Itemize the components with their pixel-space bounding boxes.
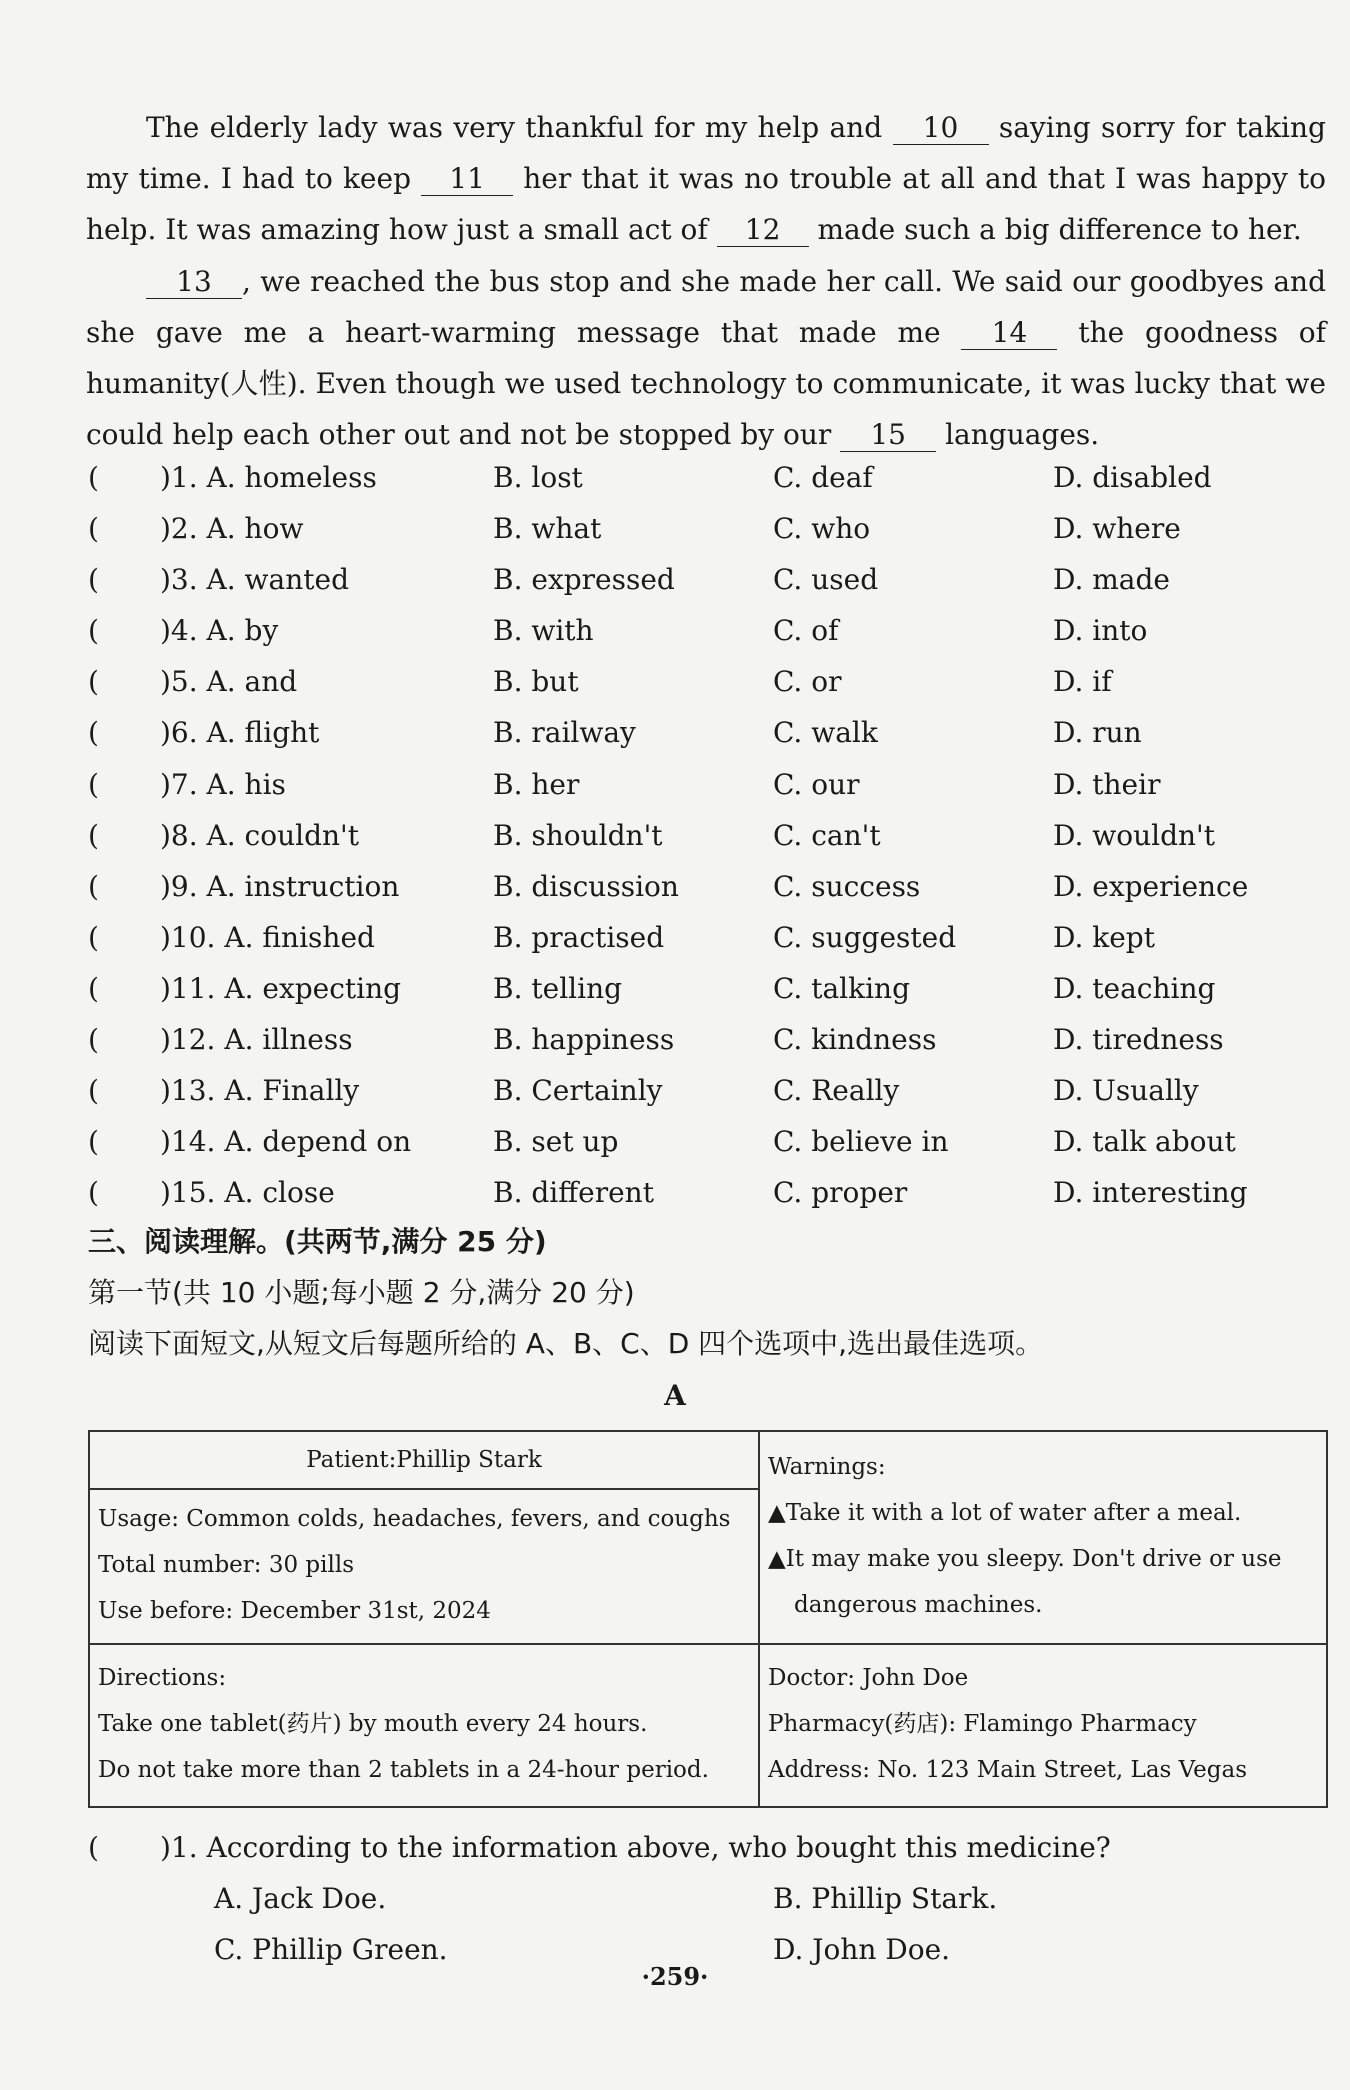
option-c: C. used xyxy=(773,563,879,597)
doctor-text: Doctor: John Doe xyxy=(768,1665,969,1691)
cloze-option-row xyxy=(88,810,1328,861)
option-d: D. run xyxy=(1053,716,1142,750)
passage-label: A xyxy=(664,1379,686,1412)
passage-text: The elderly lady was very thankful for my help and xyxy=(146,111,883,144)
option-a: )15. A. close xyxy=(160,1176,335,1210)
option-d: D. their xyxy=(1053,767,1161,801)
option-d: D. teaching xyxy=(1053,971,1216,1005)
cloze-option-row xyxy=(88,1167,1328,1218)
option-b: B. her xyxy=(493,767,580,801)
option-a: )4. A. by xyxy=(160,614,279,648)
answer-paren[interactable]: ( xyxy=(88,971,99,1005)
option-a: )11. A. expecting xyxy=(160,971,402,1005)
answer-paren[interactable]: ( xyxy=(88,1023,99,1057)
cloze-option-row xyxy=(88,554,1328,605)
option-d: D. disabled xyxy=(1053,461,1212,494)
answer-paren[interactable]: ( xyxy=(88,614,99,648)
warnings-title: Warnings: xyxy=(768,1454,886,1480)
cloze-option-row xyxy=(88,452,1328,503)
cloze-option-row xyxy=(88,912,1328,963)
question-1-option-b: B. Phillip Stark. xyxy=(773,1882,998,1915)
option-d: D. into xyxy=(1053,614,1148,648)
answer-paren[interactable]: ( xyxy=(88,818,99,852)
question-1-option-a: A. Jack Doe. xyxy=(214,1882,387,1915)
answer-paren[interactable]: ( xyxy=(88,461,99,494)
cloze-option-row xyxy=(88,861,1328,912)
pharmacy-text: Pharmacy(药店): Flamingo Pharmacy xyxy=(768,1711,1197,1737)
option-b: B. lost xyxy=(493,461,583,494)
cloze-option-row xyxy=(88,1014,1328,1065)
section-heading: 三、阅读理解。(共两节,满分 25 分) xyxy=(88,1225,547,1258)
pharmacy-cell xyxy=(759,1644,1327,1807)
blank-10: 10 xyxy=(893,112,989,145)
option-b: B. railway xyxy=(493,716,636,750)
blank-15: 15 xyxy=(840,419,936,452)
passage-text: languages. xyxy=(945,418,1100,451)
medicine-label-table xyxy=(88,1430,1328,1808)
cloze-option-row xyxy=(88,759,1328,810)
option-b: B. practised xyxy=(493,920,665,954)
passage-text: , we reached the bus stop and she made her call. We said our goodbyes and she gave me a heart-warming message that made me xyxy=(86,265,1326,349)
option-c: C. of xyxy=(773,614,839,648)
option-a: )14. A. depend on xyxy=(160,1125,412,1159)
option-c: C. who xyxy=(773,512,871,546)
option-a: )5. A. and xyxy=(160,665,298,699)
option-c: C. talking xyxy=(773,971,911,1005)
use-before-text: Use before: December 31st, 2024 xyxy=(98,1598,491,1624)
option-d: D. tiredness xyxy=(1053,1023,1224,1057)
option-d: D. wouldn't xyxy=(1053,818,1215,852)
option-c: C. success xyxy=(773,869,921,903)
option-a: )10. A. finished xyxy=(160,920,375,954)
question-1-option-d: D. John Doe. xyxy=(773,1933,951,1966)
cloze-option-row xyxy=(88,1116,1328,1167)
answer-paren[interactable]: ( xyxy=(88,1176,99,1210)
option-a: )8. A. couldn't xyxy=(160,818,359,852)
warning-item: ▲Take it with a lot of water after a meal. xyxy=(768,1500,1242,1526)
option-a: )9. A. instruction xyxy=(160,869,400,903)
answer-paren[interactable]: ( xyxy=(88,716,99,750)
option-d: D. kept xyxy=(1053,920,1155,954)
option-c: C. believe in xyxy=(773,1125,949,1159)
warning-item-cont: dangerous machines. xyxy=(794,1592,1043,1618)
warnings-cell xyxy=(759,1431,1327,1644)
option-b: B. set up xyxy=(493,1125,619,1159)
usage-cell xyxy=(89,1489,759,1644)
usage-text: Usage: Common colds, headaches, fevers, and coughs xyxy=(98,1506,731,1532)
directions-cell xyxy=(89,1644,759,1807)
cloze-option-row xyxy=(88,963,1328,1014)
answer-paren[interactable]: ( xyxy=(88,1125,99,1159)
passage-text: the goodness of humanity(人性). Even though we used technology to communicate, it was lucky that we could help each other out and not be stopped by our xyxy=(86,316,1327,451)
passage-text: saying sorry for taking my time. I had to keep xyxy=(86,111,1326,195)
patient-name: Patient:Phillip Stark xyxy=(306,1447,542,1473)
option-a: )2. A. how xyxy=(160,512,304,546)
option-c: C. proper xyxy=(773,1176,908,1210)
option-d: D. Usually xyxy=(1053,1074,1199,1108)
option-b: B. expressed xyxy=(493,563,675,597)
cloze-options-list xyxy=(88,452,1328,1218)
direction-item: Do not take more than 2 tablets in a 24-hour period. xyxy=(98,1757,709,1783)
direction-item: Take one tablet(药片) by mouth every 24 hours. xyxy=(98,1711,648,1737)
option-c: C. walk xyxy=(773,716,878,750)
answer-paren[interactable]: ( xyxy=(88,869,99,903)
question-stem: )1. According to the information above, who bought this medicine? xyxy=(160,1831,1111,1864)
option-b: B. what xyxy=(493,512,602,546)
option-c: C. kindness xyxy=(773,1023,937,1057)
passage-paragraph-1 xyxy=(86,102,1326,255)
answer-paren[interactable]: ( xyxy=(88,512,99,546)
total-number-text: Total number: 30 pills xyxy=(98,1552,355,1578)
answer-paren[interactable]: ( xyxy=(88,563,99,597)
address-text: Address: No. 123 Main Street, Las Vegas xyxy=(768,1757,1248,1783)
option-a: )12. A. illness xyxy=(160,1023,353,1057)
blank-14: 14 xyxy=(961,317,1057,350)
option-a: )7. A. his xyxy=(160,767,286,801)
option-b: B. shouldn't xyxy=(493,818,663,852)
option-d: D. interesting xyxy=(1053,1176,1248,1210)
cloze-option-row xyxy=(88,1065,1328,1116)
option-b: B. but xyxy=(493,665,579,699)
option-b: B. different xyxy=(493,1176,654,1210)
option-d: D. where xyxy=(1053,512,1181,546)
option-d: D. if xyxy=(1053,665,1112,699)
question-1-option-c: C. Phillip Green. xyxy=(214,1933,448,1966)
option-c: C. deaf xyxy=(773,461,873,494)
blank-13: 13 xyxy=(146,266,242,299)
cloze-option-row xyxy=(88,605,1328,656)
passage-paragraph-2 xyxy=(86,256,1326,460)
option-a: )13. A. Finally xyxy=(160,1074,360,1108)
page-number: ·259· xyxy=(641,1962,709,1991)
section-instruction: 阅读下面短文,从短文后每题所给的 A、B、C、D 四个选项中,选出最佳选项。 xyxy=(88,1327,1044,1360)
option-b: B. Certainly xyxy=(493,1074,663,1108)
option-c: C. Really xyxy=(773,1074,900,1108)
blank-11: 11 xyxy=(421,163,513,196)
answer-paren[interactable]: ( xyxy=(88,665,99,699)
cloze-option-row xyxy=(88,656,1328,707)
cloze-option-row xyxy=(88,503,1328,554)
passage-text: made such a big difference to her. xyxy=(817,213,1302,246)
cloze-option-row xyxy=(88,707,1328,758)
option-c: C. or xyxy=(773,665,842,699)
option-b: B. telling xyxy=(493,971,623,1005)
passage-text: her that it was no trouble at all and that I was happy to help. It was amazing how just a small act of xyxy=(86,162,1326,246)
option-c: C. can't xyxy=(773,818,881,852)
answer-paren[interactable]: ( xyxy=(88,920,99,954)
option-d: D. talk about xyxy=(1053,1125,1236,1159)
answer-paren[interactable]: ( xyxy=(88,1074,99,1108)
option-b: B. discussion xyxy=(493,869,679,903)
option-a: )6. A. flight xyxy=(160,716,320,750)
answer-paren[interactable]: ( xyxy=(88,767,99,801)
section-subheading: 第一节(共 10 小题;每小题 2 分,满分 20 分) xyxy=(88,1276,635,1309)
option-a: )3. A. wanted xyxy=(160,563,349,597)
option-d: D. made xyxy=(1053,563,1170,597)
option-d: D. experience xyxy=(1053,869,1249,903)
answer-paren[interactable]: ( xyxy=(88,1831,99,1864)
option-b: B. happiness xyxy=(493,1023,675,1057)
directions-title: Directions: xyxy=(98,1665,227,1691)
option-c: C. suggested xyxy=(773,920,957,954)
option-b: B. with xyxy=(493,614,594,648)
warning-item: ▲It may make you sleepy. Don't drive or use xyxy=(768,1546,1282,1572)
option-a: )1. A. homeless xyxy=(160,461,377,494)
patient-cell xyxy=(89,1431,759,1489)
blank-12: 12 xyxy=(717,214,809,247)
option-c: C. our xyxy=(773,767,860,801)
